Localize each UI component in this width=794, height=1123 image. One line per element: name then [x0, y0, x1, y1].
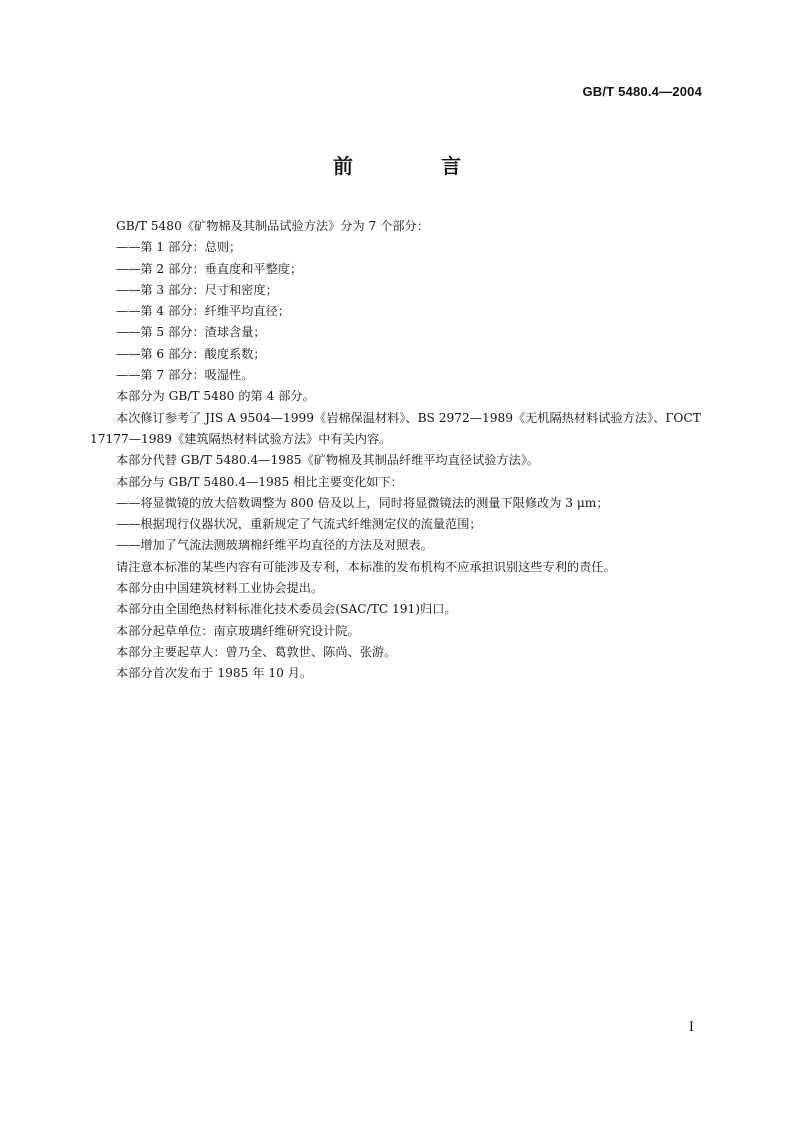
page-title: 前 言: [333, 154, 495, 178]
paragraph-changes-intro: 本部分与 GB/T 5480.4—1985 相比主要变化如下：: [116, 474, 403, 489]
paragraph-proposed-by: 本部分由中国建筑材料工业协会提出。: [116, 581, 324, 596]
paragraph-replaces: 本部分代替 GB/T 5480.4—1985《矿物棉及其制品纤维平均直径试验方法》。: [116, 453, 540, 468]
list-item-part-1: ——第 1 部分：总则；: [116, 240, 242, 255]
paragraph-first-issued: 本部分首次发布于 1985 年 10 月。: [116, 666, 313, 681]
paragraph-drafters: 本部分主要起草人：曾乃全、葛敦世、陈尚、张游。: [116, 644, 397, 659]
list-item-change-2: ——根据现行仪器状况，重新规定了气流式纤维测定仪的流量范围；: [116, 517, 482, 532]
list-item-change-3: ——增加了气流法测玻璃棉纤维平均直径的方法及对照表。: [116, 538, 433, 553]
paragraph-jurisdiction: 本部分由全国绝热材料标准化技术委员会(SAC/TC 191)归口。: [116, 602, 457, 617]
list-item-change-1: ——将显微镜的放大倍数调整为 800 倍及以上，同时将显微镜法的测量下限修改为 3 μm；: [116, 495, 609, 510]
paragraph-this-part: 本部分为 GB/T 5480 的第 4 部分。: [116, 389, 315, 404]
standard-code: GB/T 5480.4—2004: [582, 84, 702, 99]
paragraph-intro: GB/T 5480《矿物棉及其制品试验方法》分为 7 个部分：: [116, 219, 429, 233]
list-item-part-3: ——第 3 部分：尺寸和密度；: [116, 282, 278, 297]
list-item-part-2: ——第 2 部分：垂直度和平整度；: [116, 261, 303, 276]
paragraph-revision-references: 本次修订参考了 JIS A 9504—1999《岩棉保温材料》、BS 2972—1989《无机隔热材料试验方法》、ГОСТ 17177—1989《建筑隔热材料试验方法》中有关内容。: [90, 410, 701, 446]
foreword-body: [90, 216, 710, 685]
page-number: I: [688, 1020, 694, 1035]
list-item-part-6: ——第 6 部分：酸度系数；: [116, 346, 266, 361]
list-item-part-7: ——第 7 部分：吸湿性。: [116, 368, 254, 383]
list-item-part-4: ——第 4 部分：纤维平均直径；: [116, 304, 290, 319]
paragraph-patent-notice: 请注意本标准的某些内容有可能涉及专利，本标准的发布机构不应承担识别这些专利的责任。: [116, 559, 616, 574]
paragraph-drafting-unit: 本部分起草单位：南京玻璃纤维研究设计院。: [116, 623, 360, 638]
list-item-part-5: ——第 5 部分：渣球含量；: [116, 325, 266, 340]
